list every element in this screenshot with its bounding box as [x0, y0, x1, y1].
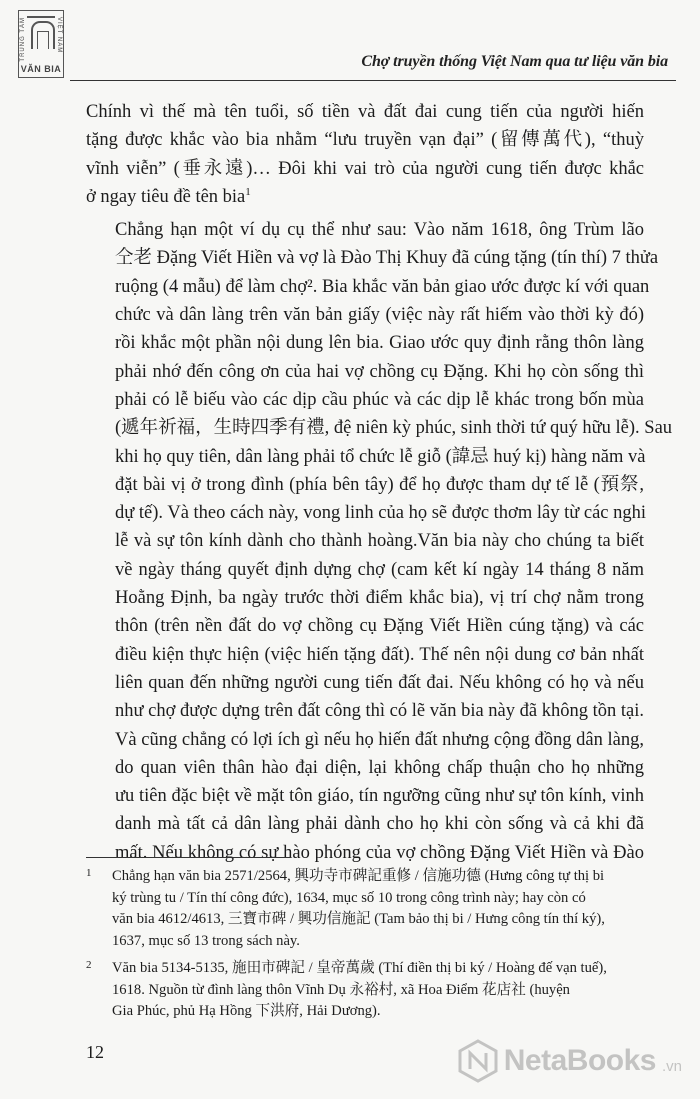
footnote-line: 1618. Nguồn từ đình làng thôn Vĩnh Dụ 永裕村, xã Hoa Điểm 花店社 (huyện: [112, 981, 570, 998]
footnote-line: văn bia 4612/4613, 三寶市碑 / 興功信施記 (Tam bảo thị bi / Hưng công tín thí ký),: [112, 911, 605, 927]
text-line: phải có lễ biếu vào các dịp cầu phúc và các dịp lễ khác trong bốn mùa: [115, 389, 644, 410]
watermark-brand: NetaBooks: [503, 1044, 656, 1077]
footnote-line: 1637, mục số 13 trong sách này.: [112, 932, 300, 949]
text-line: đặt bài vị ở trong đình (phía bên tây) để họ được tham dự tế lễ (預祭,: [115, 474, 644, 495]
gate-icon: [31, 21, 55, 49]
text-line: Chẳng hạn một ví dụ cụ thể như sau: Vào năm 1618, ông Trùm lão: [115, 220, 644, 241]
text-line: dự tế). Và theo cách này, vong linh của họ sẽ được thơm lây từ các nghi: [115, 503, 647, 524]
text-line: do quan viên thân hào đại diện, lại không chấp thuận cho họ những: [115, 757, 644, 778]
footnote-number: 1: [86, 867, 92, 879]
text-line: liên quan đến những người cung tiến đất đai. Nếu không có họ và nếu: [115, 672, 644, 693]
footnote-ref-1[interactable]: 1: [245, 185, 251, 198]
logo-bottom-text: VĂN BIA: [20, 64, 62, 74]
text-line: ruộng (4 mẫu) để làm chợ². Bia khắc văn bản giao ước được kí với quan: [115, 276, 650, 297]
text-line: ưu tiên đặc biệt về mặt tôn giáo, tín ngưỡng cũng như sự tôn kính, vinh: [115, 786, 644, 807]
logo-left-text: TRUNG TÂM: [20, 17, 26, 62]
text-line: Chính vì thế mà tên tuổi, số tiền và đất đai cung tiến của người hiến: [86, 102, 644, 122]
running-header-title: Chợ truyền thống Việt Nam qua tư liệu văn bia: [361, 53, 668, 70]
text-line: như chợ được dựng trên đất công thì có lẽ văn bia này đã không tồn tại.: [115, 701, 644, 722]
footnote-divider: [86, 857, 291, 858]
header-divider: [70, 80, 676, 81]
text-line: lễ và sự tôn kính dành cho thành hoàng.Văn bia này cho chúng ta biết: [115, 531, 644, 552]
footnote-2: [86, 958, 642, 1023]
paragraph-2: [86, 216, 673, 867]
watermark-tld: .vn: [661, 1057, 682, 1075]
paragraph-1: [86, 98, 644, 211]
main-text: [86, 98, 673, 867]
watermark: [458, 1038, 682, 1084]
footnote-line: Gia Phúc, phủ Hạ Hồng 下洪府, Hải Dương).: [112, 1003, 381, 1019]
text-line: tặng được khắc vào bia nhằm “lưu truyền vạn đại” (留傳萬代), “thuỳ: [86, 130, 644, 151]
text-line: điều kiện thực hiện (việc hiến tặng đất). Thế nên nội dung cơ bản nhất: [115, 644, 644, 665]
text-line: chức và dân làng trên văn bản giấy (việc này rất hiếm vào thời kỳ đó): [115, 305, 644, 326]
footnote-number: 2: [86, 959, 92, 971]
text-line: mất. Nếu không có sự hào phóng của vợ chồng Đặng Viết Hiền và Đào: [115, 842, 644, 863]
text-line: vĩnh viễn” (垂永遠)… Đôi khi vai trò của người cung tiến được khắc: [86, 158, 644, 179]
text-line: phải nhớ đến công ơn của hai vợ chồng cụ Đặng. Khi họ còn sống thì: [115, 361, 644, 382]
footnote-line: Chẳng hạn văn bia 2571/2564, 興功寺市碑記重修 / 信施功德 (Hưng công tự thị bi: [112, 868, 605, 884]
netabooks-logo-icon: [458, 1039, 498, 1083]
text-line: thôn (trên nền đất do vợ chồng cụ Đặng Viết Hiền cúng tặng) và các: [115, 616, 644, 637]
logo-right-text: VIỆT NAM: [56, 17, 62, 54]
text-line: (遞年祈福，生時四季有禮, đệ niên kỳ phúc, sinh thời tứ quý hữu lễ). Sau: [115, 418, 673, 439]
footnote-line: ký trùng tu / Tín thí công đức), 1634, mục số 10 trong công trình này; hay còn có: [112, 889, 586, 906]
text-line: ở ngay tiêu đề tên bia$^1$: [86, 185, 251, 207]
footnote-1: [86, 866, 642, 952]
text-line: về ngày tháng quyết định dựng chợ (cam kết kí ngày 14 tháng 8 năm: [115, 559, 644, 580]
text-line: Và cũng chẳng có lợi ích gì nếu họ hiến đất nhưng cộng đồng dân làng,: [115, 729, 644, 750]
publisher-logo: [18, 10, 64, 78]
text-line: rồi khắc một phần nội dung lên bia. Giao ước quy định rằng thôn làng: [115, 333, 644, 354]
text-line: danh mà tất cả dân làng phải dành cho họ khi còn sống và cả khi đã: [115, 814, 644, 835]
text-line: khi họ quy tiên, dân làng phải tổ chức lễ giỗ (諱忌 huý kị) hàng năm và: [115, 446, 646, 467]
text-line: 仝老 Đặng Viết Hiền và vợ là Đào Thị Khuy đã cúng tặng (tín thí) 7 thửa: [115, 248, 659, 269]
page-number: 12: [86, 1042, 104, 1062]
text-line: Hoằng Định, ba ngày trước thời điểm khắc bia), vị trí chợ nằm trong: [115, 588, 644, 609]
footnote-line: Văn bia 5134-5135, 施田市碑記 / 皇帝萬歲 (Thí điền thị bi ký / Hoàng đế vạn tuế),: [112, 960, 607, 976]
footnotes: [86, 866, 642, 1029]
